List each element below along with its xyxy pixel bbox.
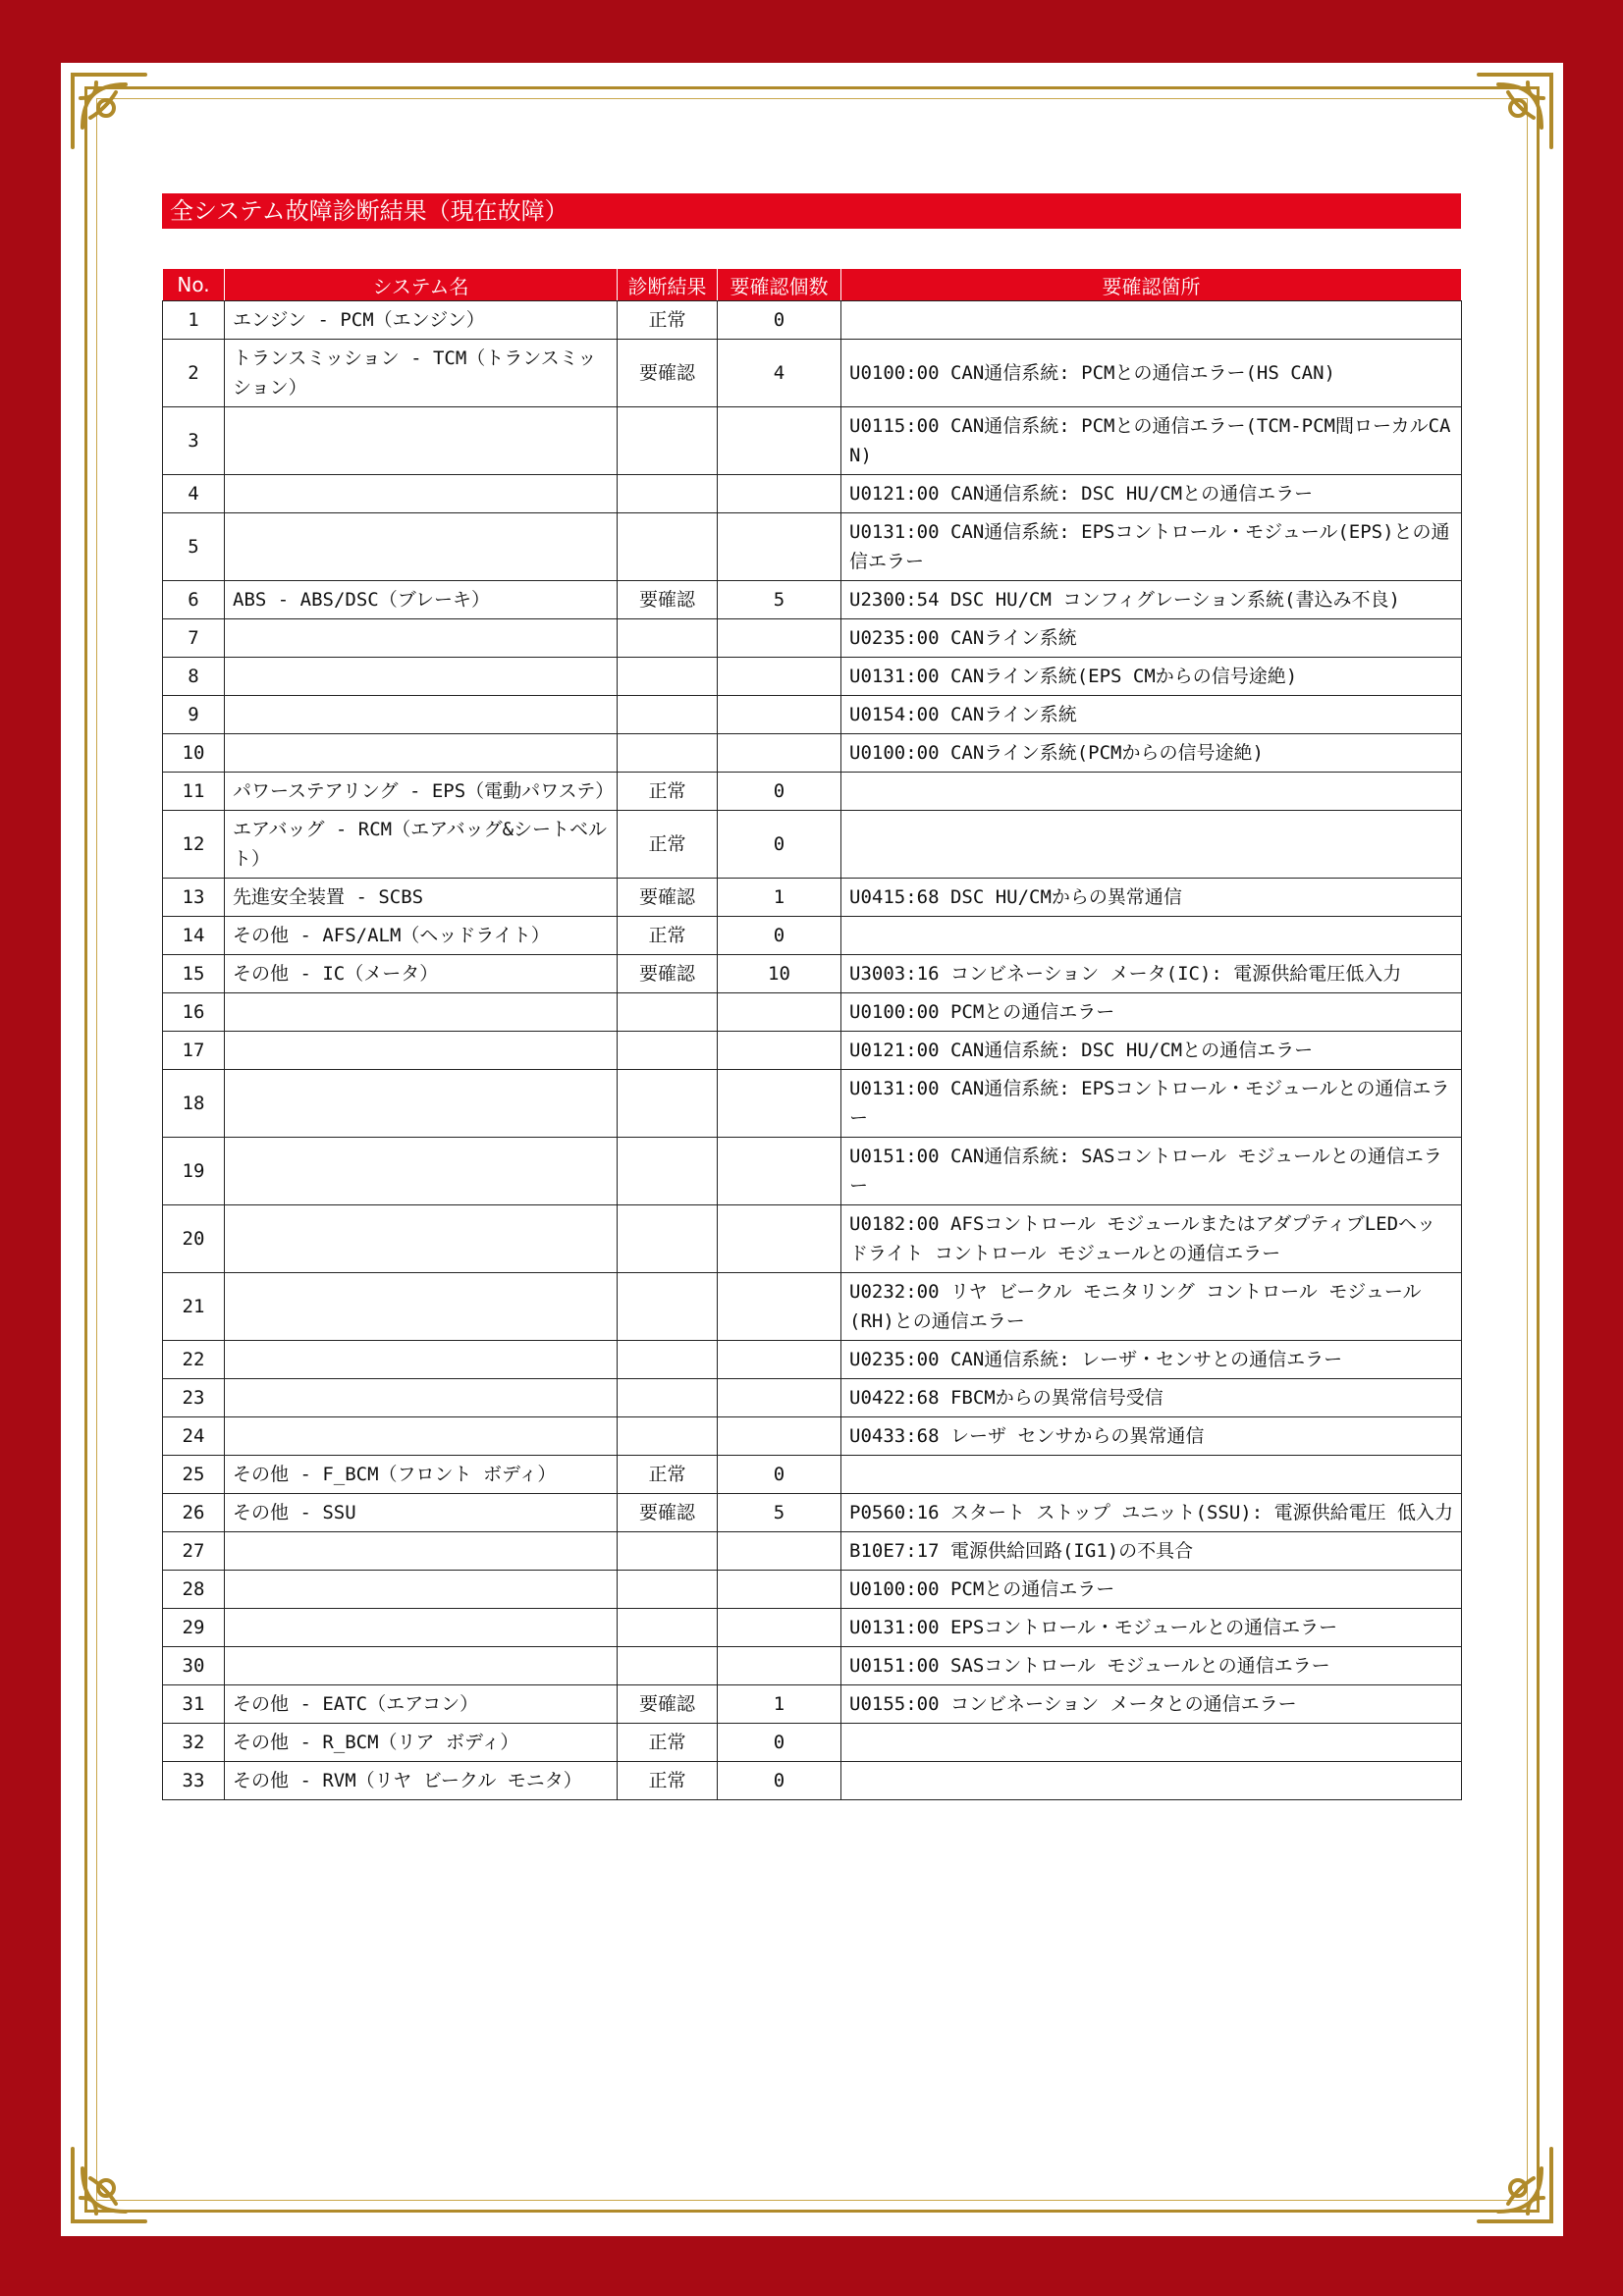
cell-location: U0235:00 CANライン系統 [841, 619, 1462, 658]
cell-system: その他 - EATC（エアコン） [225, 1685, 618, 1724]
table-row [163, 1571, 1462, 1609]
cell-result: 要確認 [618, 879, 718, 917]
cell-location: U0100:00 CANライン系統(PCMからの信号途絶) [841, 734, 1462, 773]
cell-result: 正常 [618, 917, 718, 955]
cell-count: 4 [718, 340, 841, 407]
table-row [163, 1379, 1462, 1417]
table-row [163, 1724, 1462, 1762]
cell-result [618, 1571, 718, 1609]
cell-count: 5 [718, 1494, 841, 1532]
table-row [163, 340, 1462, 407]
cell-count [718, 1032, 841, 1070]
cell-result: 要確認 [618, 340, 718, 407]
cell-count [718, 993, 841, 1032]
cell-system [225, 1647, 618, 1685]
table-row [163, 1138, 1462, 1205]
table-row [163, 658, 1462, 696]
cell-result [618, 513, 718, 581]
cell-no: 15 [163, 955, 225, 993]
cell-no: 11 [163, 773, 225, 811]
cell-count [718, 1609, 841, 1647]
cell-system: 先進安全装置 - SCBS [225, 879, 618, 917]
cell-result: 正常 [618, 301, 718, 340]
table-row [163, 407, 1462, 475]
cell-system: エンジン - PCM（エンジン） [225, 301, 618, 340]
cell-count [718, 1341, 841, 1379]
cell-location: U0151:00 CAN通信系統: SASコントロール モジュールとの通信エラー [841, 1138, 1462, 1205]
cell-location: U0131:00 CAN通信系統: EPSコントロール・モジュール(EPS)との通信エラー [841, 513, 1462, 581]
cell-system [225, 1032, 618, 1070]
cell-count: 0 [718, 1724, 841, 1762]
cell-no: 23 [163, 1379, 225, 1417]
cell-location: U0433:68 レーザ センサからの異常通信 [841, 1417, 1462, 1456]
cell-no: 3 [163, 407, 225, 475]
cell-no: 33 [163, 1762, 225, 1800]
cell-system: その他 - R_BCM（リア ボディ） [225, 1724, 618, 1762]
table-row [163, 513, 1462, 581]
cell-result [618, 475, 718, 513]
cell-count [718, 407, 841, 475]
cell-no: 30 [163, 1647, 225, 1685]
cell-result [618, 1647, 718, 1685]
cell-no: 14 [163, 917, 225, 955]
table-row [163, 1456, 1462, 1494]
cell-system: その他 - RVM（リヤ ビークル モニタ） [225, 1762, 618, 1800]
cell-no: 10 [163, 734, 225, 773]
cell-result [618, 1070, 718, 1138]
cell-no: 8 [163, 658, 225, 696]
cell-count [718, 1138, 841, 1205]
cell-system [225, 734, 618, 773]
cell-system [225, 1341, 618, 1379]
cell-no: 6 [163, 581, 225, 619]
cell-result [618, 1138, 718, 1205]
cell-system [225, 1070, 618, 1138]
cell-count: 10 [718, 955, 841, 993]
cell-result: 正常 [618, 1762, 718, 1800]
cell-location: U0235:00 CAN通信系統: レーザ・センサとの通信エラー [841, 1341, 1462, 1379]
cell-result: 正常 [618, 811, 718, 879]
cell-no: 12 [163, 811, 225, 879]
cell-count [718, 1070, 841, 1138]
header-count: 要確認個数 [718, 269, 841, 301]
cell-count [718, 619, 841, 658]
cell-count: 0 [718, 917, 841, 955]
cell-result: 正常 [618, 1456, 718, 1494]
cell-location: U3003:16 コンビネーション メータ(IC): 電源供給電圧低入力 [841, 955, 1462, 993]
cell-system [225, 513, 618, 581]
cell-location: B10E7:17 電源供給回路(IG1)の不具合 [841, 1532, 1462, 1571]
cell-result [618, 1532, 718, 1571]
cell-no: 25 [163, 1456, 225, 1494]
cell-no: 28 [163, 1571, 225, 1609]
cell-count: 0 [718, 301, 841, 340]
cell-no: 31 [163, 1685, 225, 1724]
cell-result [618, 734, 718, 773]
cell-system [225, 1532, 618, 1571]
table-row [163, 619, 1462, 658]
cell-system: その他 - F_BCM（フロント ボディ） [225, 1456, 618, 1494]
cell-location: U0100:00 CAN通信系統: PCMとの通信エラー(HS CAN) [841, 340, 1462, 407]
cell-count [718, 513, 841, 581]
cell-system: エアバッグ - RCM（エアバッグ&シートベルト） [225, 811, 618, 879]
cell-count [718, 658, 841, 696]
cell-result: 要確認 [618, 1494, 718, 1532]
cell-count [718, 1571, 841, 1609]
cell-system [225, 407, 618, 475]
cell-result [618, 1417, 718, 1456]
cell-location: U0232:00 リヤ ビークル モニタリング コントロール モジュール (RH)との通信エラー [841, 1273, 1462, 1341]
cell-location: U0100:00 PCMとの通信エラー [841, 993, 1462, 1032]
cell-result [618, 658, 718, 696]
cell-system [225, 1379, 618, 1417]
cell-no: 26 [163, 1494, 225, 1532]
cell-location: U0422:68 FBCMからの異常信号受信 [841, 1379, 1462, 1417]
table-row [163, 581, 1462, 619]
cell-count [718, 1273, 841, 1341]
cell-system [225, 696, 618, 734]
cell-count [718, 734, 841, 773]
cell-location: U0131:00 CANライン系統(EPS CMからの信号途絶) [841, 658, 1462, 696]
cell-result [618, 1609, 718, 1647]
cell-no: 22 [163, 1341, 225, 1379]
diagnosis-table [162, 269, 1462, 1800]
cell-system: パワーステアリング - EPS（電動パワステ） [225, 773, 618, 811]
cell-system: その他 - AFS/ALM（ヘッドライト） [225, 917, 618, 955]
cell-system [225, 993, 618, 1032]
cell-location [841, 917, 1462, 955]
table-header-row [163, 269, 1462, 301]
cell-no: 9 [163, 696, 225, 734]
cell-count: 5 [718, 581, 841, 619]
table-row [163, 1762, 1462, 1800]
cell-no: 16 [163, 993, 225, 1032]
cell-location: U0115:00 CAN通信系統: PCMとの通信エラー(TCM-PCM間ローカルCAN) [841, 407, 1462, 475]
header-no: No. [163, 269, 225, 301]
cell-result: 要確認 [618, 581, 718, 619]
page-title: 全システム故障診断結果（現在故障） [162, 193, 1461, 229]
cell-no: 18 [163, 1070, 225, 1138]
cell-count [718, 475, 841, 513]
cell-system [225, 1138, 618, 1205]
table-row [163, 1341, 1462, 1379]
table-row [163, 879, 1462, 917]
cell-system [225, 1609, 618, 1647]
cell-no: 27 [163, 1532, 225, 1571]
cell-result [618, 993, 718, 1032]
cell-location [841, 1456, 1462, 1494]
header-result: 診断結果 [618, 269, 718, 301]
cell-system [225, 1417, 618, 1456]
table-row [163, 696, 1462, 734]
cell-count: 0 [718, 811, 841, 879]
table-row [163, 811, 1462, 879]
cell-location: U0154:00 CANライン系統 [841, 696, 1462, 734]
cell-result: 要確認 [618, 955, 718, 993]
table-row [163, 1609, 1462, 1647]
cell-system [225, 658, 618, 696]
cell-location [841, 1762, 1462, 1800]
table-row [163, 1647, 1462, 1685]
table-row [163, 993, 1462, 1032]
table-row [163, 1273, 1462, 1341]
cell-count [718, 696, 841, 734]
table-row [163, 1070, 1462, 1138]
table-row [163, 1032, 1462, 1070]
cell-count: 0 [718, 1762, 841, 1800]
cell-no: 7 [163, 619, 225, 658]
cell-location [841, 1724, 1462, 1762]
cell-count [718, 1417, 841, 1456]
cell-location: U0151:00 SASコントロール モジュールとの通信エラー [841, 1647, 1462, 1685]
cell-result [618, 619, 718, 658]
cell-count: 1 [718, 1685, 841, 1724]
cell-result [618, 696, 718, 734]
table-row [163, 1532, 1462, 1571]
header-location: 要確認箇所 [841, 269, 1462, 301]
cell-system: その他 - IC（メータ） [225, 955, 618, 993]
cell-location: U0100:00 PCMとの通信エラー [841, 1571, 1462, 1609]
cell-system [225, 619, 618, 658]
table-row [163, 1685, 1462, 1724]
corner-ornament-icon [1473, 2143, 1557, 2227]
cell-system: トランスミッション - TCM（トランスミッション） [225, 340, 618, 407]
table-row [163, 955, 1462, 993]
corner-ornament-icon [67, 69, 151, 153]
cell-location: U0131:00 EPSコントロール・モジュールとの通信エラー [841, 1609, 1462, 1647]
cell-count: 0 [718, 773, 841, 811]
table-row [163, 917, 1462, 955]
cell-no: 19 [163, 1138, 225, 1205]
cell-count [718, 1532, 841, 1571]
cell-no: 1 [163, 301, 225, 340]
table-row [163, 301, 1462, 340]
cell-location: U2300:54 DSC HU/CM コンフィグレーション系統(書込み不良) [841, 581, 1462, 619]
cell-count [718, 1379, 841, 1417]
cell-location: P0560:16 スタート ストップ ユニット(SSU): 電源供給電圧 低入力 [841, 1494, 1462, 1532]
cell-result [618, 1273, 718, 1341]
cell-location [841, 811, 1462, 879]
cell-system: ABS - ABS/DSC（ブレーキ） [225, 581, 618, 619]
cell-no: 24 [163, 1417, 225, 1456]
cell-location: U0155:00 コンビネーション メータとの通信エラー [841, 1685, 1462, 1724]
cell-system: その他 - SSU [225, 1494, 618, 1532]
table-row [163, 1417, 1462, 1456]
cell-location: U0415:68 DSC HU/CMからの異常通信 [841, 879, 1462, 917]
table-row [163, 1494, 1462, 1532]
cell-location: U0121:00 CAN通信系統: DSC HU/CMとの通信エラー [841, 475, 1462, 513]
header-system: システム名 [225, 269, 618, 301]
cell-result [618, 1341, 718, 1379]
cell-system [225, 475, 618, 513]
cell-location: U0121:00 CAN通信系統: DSC HU/CMとの通信エラー [841, 1032, 1462, 1070]
cell-result [618, 1379, 718, 1417]
cell-no: 20 [163, 1205, 225, 1273]
cell-location: U0131:00 CAN通信系統: EPSコントロール・モジュールとの通信エラー [841, 1070, 1462, 1138]
cell-system [225, 1205, 618, 1273]
table-row [163, 1205, 1462, 1273]
cell-result: 正常 [618, 773, 718, 811]
cell-system [225, 1273, 618, 1341]
cell-no: 29 [163, 1609, 225, 1647]
cell-no: 2 [163, 340, 225, 407]
cell-no: 4 [163, 475, 225, 513]
cell-result: 要確認 [618, 1685, 718, 1724]
cell-location [841, 773, 1462, 811]
cell-no: 17 [163, 1032, 225, 1070]
cell-count: 0 [718, 1456, 841, 1494]
cell-result: 正常 [618, 1724, 718, 1762]
corner-ornament-icon [67, 2143, 151, 2227]
cell-system [225, 1571, 618, 1609]
cell-result [618, 1205, 718, 1273]
cell-count [718, 1205, 841, 1273]
cell-no: 5 [163, 513, 225, 581]
cell-location: U0182:00 AFSコントロール モジュールまたはアダプティブLEDヘッドライト コントロール モジュールとの通信エラー [841, 1205, 1462, 1273]
cell-count: 1 [718, 879, 841, 917]
cell-result [618, 1032, 718, 1070]
cell-count [718, 1647, 841, 1685]
cell-no: 21 [163, 1273, 225, 1341]
cell-no: 32 [163, 1724, 225, 1762]
table-row [163, 475, 1462, 513]
cell-location [841, 301, 1462, 340]
table-row [163, 734, 1462, 773]
corner-ornament-icon [1473, 69, 1557, 153]
table-row [163, 773, 1462, 811]
cell-result [618, 407, 718, 475]
cell-no: 13 [163, 879, 225, 917]
